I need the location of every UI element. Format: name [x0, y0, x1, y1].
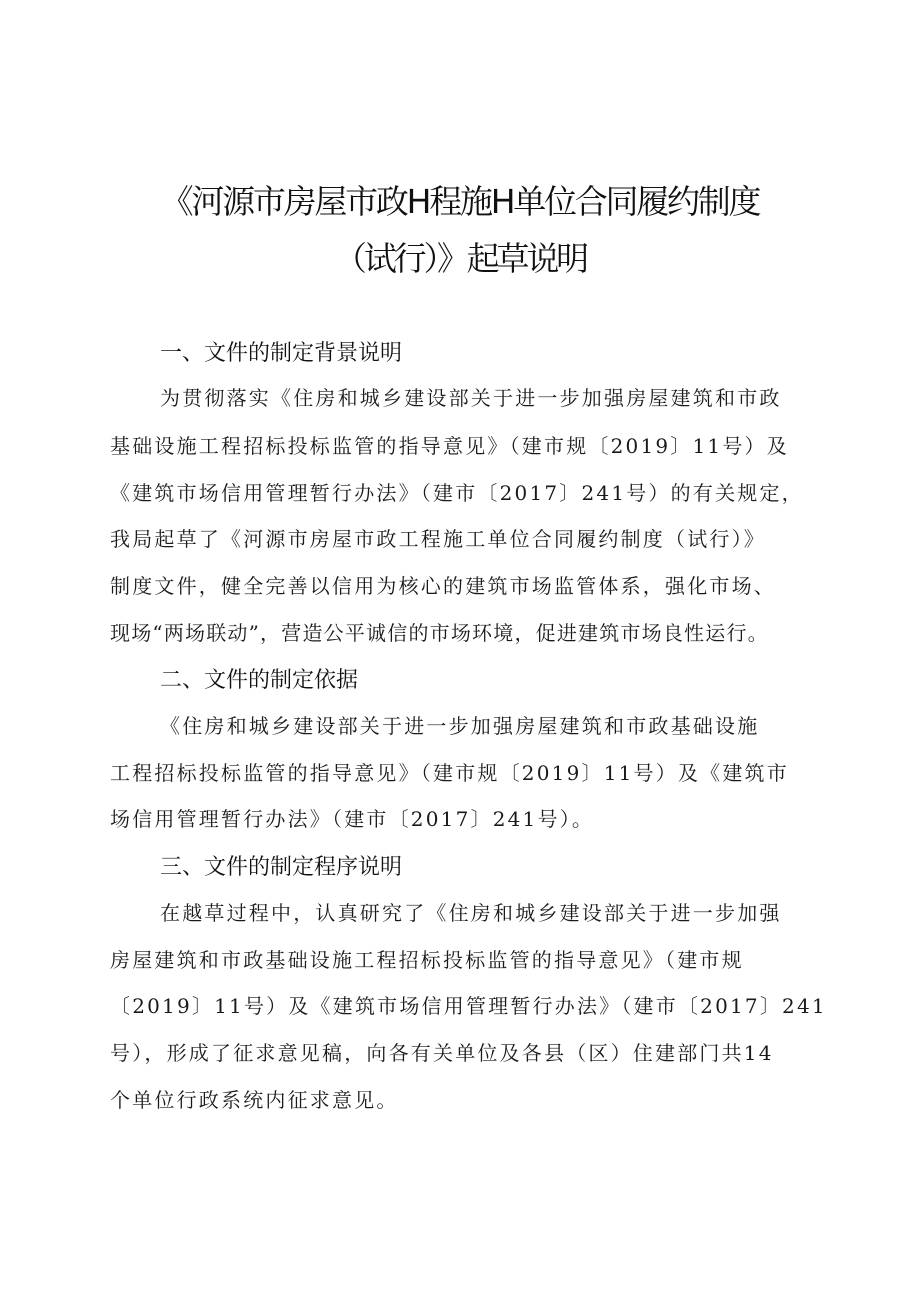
paragraph-line: 工程招标投标监管的指导意见》（建市规〔2019〕11号）及《建筑市 [110, 761, 789, 785]
paragraph-line: 制度文件，健全完善以信用为核心的建筑市场监管体系，强化市场、 [110, 574, 776, 598]
paragraph-line: 现场“两场联动”，营造公平诚信的市场环境，促进建筑市场良性运行。 [110, 621, 769, 645]
document-title-line-2: （试行）》起草说明 [333, 239, 586, 278]
paragraph-line: 〔2019〕11号）及《建筑市场信用管理暂行办法》（建市〔2017〕241 [110, 994, 827, 1018]
paragraph-line: 在越草过程中，认真研究了《住房和城乡建设部关于进一步加强 [160, 901, 782, 925]
paragraph-line: 个单位行政系统内征求意见。 [110, 1088, 399, 1112]
document-title-line-1: 《河源市房屋市政H程施H单位合同履约制度 [160, 182, 760, 221]
paragraph-line: 我局起草了《河源市房屋市政工程施工单位合同履约制度（试行）》 [110, 527, 766, 551]
paragraph-line: 基础设施工程招标投标监管的指导意见》（建市规〔2019〕11号）及 [110, 434, 789, 458]
section-heading-procedure: 三、文件的制定程序说明 [160, 855, 403, 880]
section-heading-background: 一、文件的制定背景说明 [160, 341, 403, 366]
paragraph-line: 号），形成了征求意见稿，向各有关单位及各县（区）住建部门共14 [110, 1041, 774, 1065]
paragraph-line: 《住房和城乡建设部关于进一步加强房屋建筑和市政基础设施 [160, 714, 760, 738]
paragraph-line: 《建筑市场信用管理暂行办法》（建市〔2017〕241号）的有关规定， [110, 481, 804, 505]
paragraph-line: 场信用管理暂行办法》（建市〔2017〕241号）。 [110, 807, 595, 831]
paragraph-line: 为贯彻落实《住房和城乡建设部关于进一步加强房屋建筑和市政 [160, 386, 782, 410]
paragraph-line: 房屋建筑和市政基础设施工程招标投标监管的指导意见》（建市规 [110, 948, 744, 972]
section-heading-basis: 二、文件的制定依据 [160, 668, 359, 693]
